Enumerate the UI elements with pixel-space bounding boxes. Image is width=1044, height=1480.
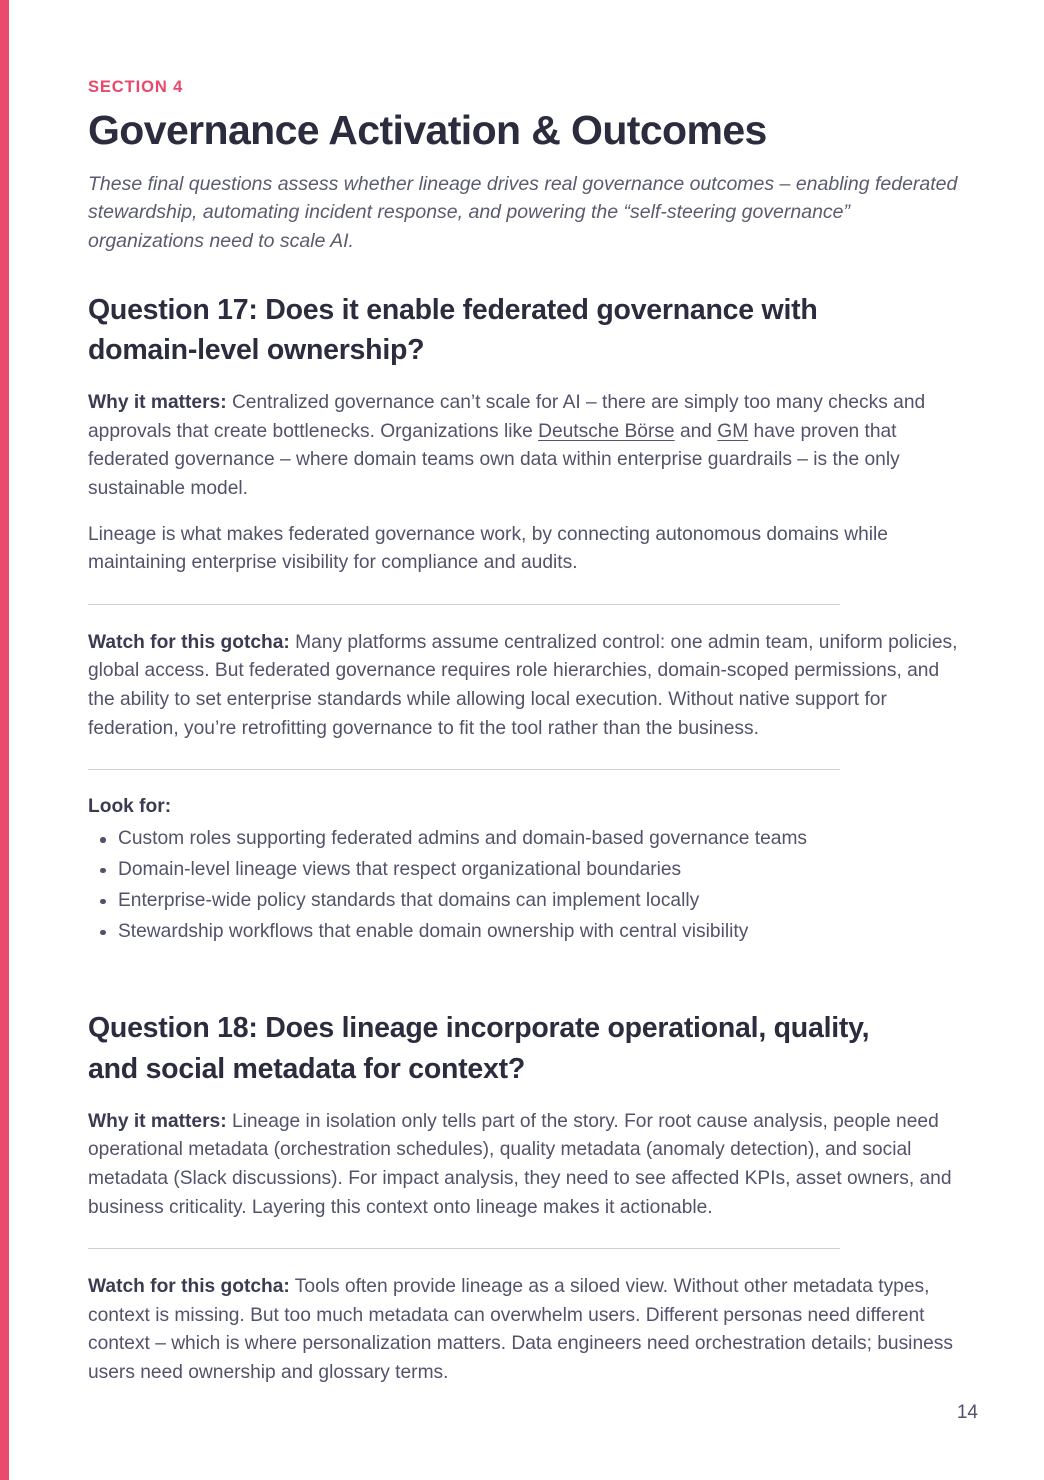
divider-1 bbox=[88, 604, 840, 605]
why-it-matters-label: Why it matters: bbox=[88, 392, 227, 414]
section-eyebrow: SECTION 4 bbox=[88, 78, 184, 96]
gotcha-label: Watch for this gotcha: bbox=[88, 631, 290, 653]
link-deutsche-borse[interactable]: Deutsche Börse bbox=[538, 420, 675, 442]
question-17-why-it-matters bbox=[88, 389, 968, 503]
why-it-matters-text-1: Centralized governance can’t scale for AI – there are simply too many checks and approvals that create bottlenecks. Organizations like bbox=[88, 392, 926, 442]
list-item: Custom roles supporting federated admins and domain-based governance teams bbox=[88, 825, 970, 854]
list-item: Domain-level lineage views that respect organizational boundaries bbox=[88, 856, 970, 885]
question-17-gotcha bbox=[88, 629, 968, 743]
list-item: Stewardship workflows that enable domain ownership with central visibility bbox=[88, 918, 970, 947]
question-18-heading: Question 18: Does lineage incorporate operational, quality, and social metadata for context? bbox=[88, 1012, 870, 1086]
look-for-list bbox=[88, 825, 970, 946]
gotcha-label: Watch for this gotcha: bbox=[88, 1276, 290, 1298]
question-18-gotcha bbox=[88, 1273, 968, 1387]
section-intro: These final questions assess whether lineage drives real governance outcomes – enabling federated stewardship, automating incident response, and powering the “self-steering governance” organizations need to scale AI. bbox=[88, 172, 958, 253]
gotcha-text: Many platforms assume centralized control: one admin team, uniform policies, global access. But federated governance requires role hierarchies, domain-scoped permissions, and the ability to set enterprise standards while allowing local execution. Without native support for federation, you’re retrofitting governance to fit the tool rather than the business. bbox=[88, 631, 958, 739]
divider-2 bbox=[88, 769, 840, 770]
look-for-label: Look for: bbox=[88, 796, 172, 818]
link-gm[interactable]: GM bbox=[717, 420, 749, 442]
why-it-matters-text-3: have proven that federated governance – where domain teams own data within enterprise guardrails – is the only sustainable model. bbox=[88, 420, 900, 499]
divider-3 bbox=[88, 1248, 840, 1249]
list-item: Enterprise-wide policy standards that domains can implement locally bbox=[88, 887, 970, 916]
page-title: Governance Activation & Outcomes bbox=[88, 106, 767, 153]
gotcha-text: Tools often provide lineage as a siloed view. Without other metadata types, context is missing. But too much metadata can overwhelm users. Different personas need different context – which is where personalization matters. Data engineers need orchestration details; business users need ownership and glossary terms. bbox=[88, 1276, 953, 1384]
why-it-matters-text-2: and bbox=[674, 420, 718, 442]
question-17-lineage-paragraph: Lineage is what makes federated governance work, by connecting autonomous domains while maintaining enterprise visibility for compliance and audits. bbox=[88, 523, 888, 574]
why-it-matters-label: Why it matters: bbox=[88, 1110, 227, 1132]
question-18-why-it-matters bbox=[88, 1108, 968, 1222]
question-17-heading: Question 17: Does it enable federated governance with domain-level ownership? bbox=[88, 293, 818, 367]
why-it-matters-text: Lineage in isolation only tells part of the story. For root cause analysis, people need operational metadata (orchestration schedules), quality metadata (anomaly detection), and social metadata (Slack discussions). For impact analysis, they need to see affected KPIs, asset owners, and business criticality. Layering this context onto lineage makes it actionable. bbox=[88, 1110, 952, 1218]
page-number: 14 bbox=[956, 1402, 978, 1423]
